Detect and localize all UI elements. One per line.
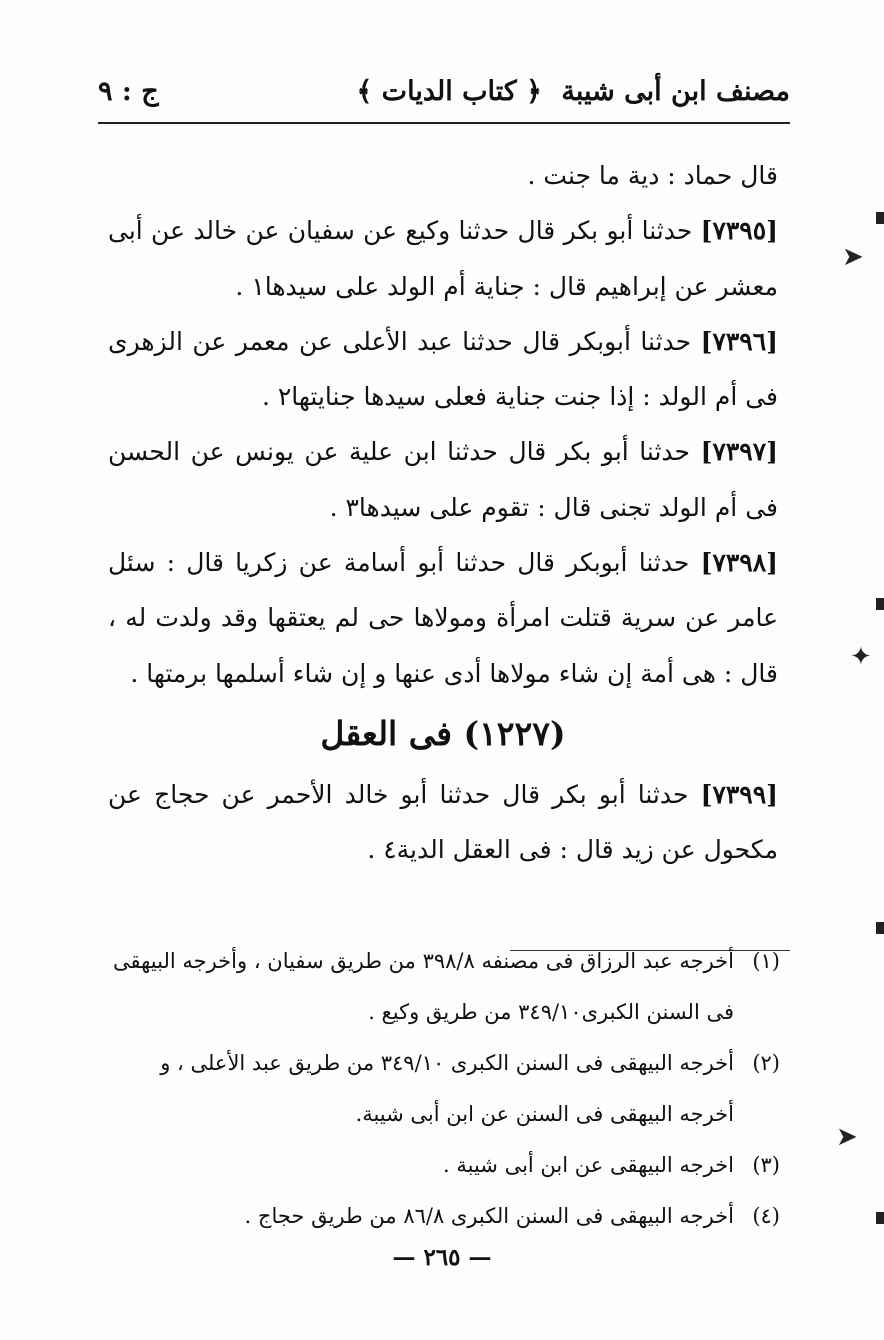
footnote-number: (١): [752, 949, 780, 973]
hadith-number: [٧٣٩٥]: [700, 216, 779, 246]
header-rule: [98, 122, 790, 124]
footnote-text: أخرجه البيهقى فى السنن الكبرى ٣٤٩/١٠ من طريق عبد الأعلى ، و أخرجه البيهقى فى السنن عن ابن أبى شيبة.: [160, 1051, 734, 1126]
footnote: [108, 1191, 780, 1242]
footnote-text: أخرجه عبد الرزاق فى مصنفه ٣٩٨/٨ من طريق سفيان ، وأخرجه البيهقى فى السنن الكبرى٣٤٩/١٠ من طريق وكيع .: [112, 949, 734, 1024]
chapter-heading: (١٢٢٧) فى العقل: [320, 713, 566, 753]
margin-mark: [876, 922, 884, 934]
footnote-number: (٤): [752, 1204, 780, 1228]
text-line: قال حماد : دية ما جنت .: [527, 161, 778, 190]
hadith-number: [٧٣٩٨]: [700, 548, 779, 578]
margin-mark: [876, 212, 884, 224]
footnote: [108, 936, 780, 1038]
hadith-number: [٧٣٩٩]: [700, 779, 778, 809]
hadith-text: حدثنا أبو بكر قال حدثنا ابن علية عن يونس عن الحسن فى أم الولد تجنى قال : تقوم على سيدها٣ .: [108, 437, 778, 522]
footnote-number: (٣): [752, 1153, 780, 1177]
footnote-text: أخرجه البيهقى فى السنن الكبرى ٨٦/٨ من طريق حجاج .: [244, 1204, 734, 1228]
hadith-7395: [108, 203, 778, 314]
footnote: [108, 1140, 780, 1191]
footnote: [108, 1038, 780, 1140]
margin-mark: [876, 598, 884, 610]
footnote-text: اخرجه البيهقى عن ابن أبى شيبة .: [443, 1153, 734, 1177]
hadith-text: حدثنا أبو بكر قال حدثنا أبو خالد الأحمر عن حجاج عن مكحول عن زيد قال : فى العقل الدية٤ .: [108, 779, 778, 865]
hadith-text: حدثنا أبوبكر قال حدثنا عبد الأعلى عن معمر عن الزهرى فى أم الولد : إذا جنت جناية فعلى سيدها جنايتها٢ .: [108, 326, 778, 412]
page-number: — ٢٦٥ —: [392, 1244, 492, 1271]
book-title: مصنف ابن أبى شيبة: [561, 76, 790, 107]
margin-arrow-icon: ➤: [842, 242, 864, 272]
hadith-text: حدثنا أبوبكر قال حدثنا أبو أسامة عن زكريا قال : سئل عامر عن سرية قتلت امرأة ومولاها حى لم يعتقها وقد ولدت له ، قال : هى أمة إن شاء مولاها أدى عنها و إن شاء أسلمها برمتها .: [108, 548, 778, 688]
footnote-number: (٢): [752, 1051, 780, 1075]
margin-mark: [876, 1212, 884, 1224]
hadith-number: [٧٣٩٧]: [700, 437, 778, 467]
main-text: [108, 148, 778, 878]
hadith-7396: [108, 314, 778, 425]
running-header: [98, 72, 790, 122]
hadith-7399: [108, 767, 778, 878]
section-title: ﴿ كتاب الديات ﴾: [356, 76, 542, 107]
hadith-7397: [108, 424, 778, 535]
margin-star-icon: ✦: [850, 642, 872, 672]
hadith-text: حدثنا أبو بكر قال حدثنا وكيع عن سفيان عن خالد عن أبى معشر عن إبراهيم قال : جناية أم الولد على سيدها١ .: [108, 216, 778, 301]
margin-arrow-icon: ➤: [836, 1122, 858, 1152]
volume-number: ج : ٩: [98, 76, 159, 107]
footnotes: [108, 936, 780, 1242]
hadith-number: [٧٣٩٦]: [700, 326, 778, 356]
hadith-7398: [108, 535, 778, 701]
